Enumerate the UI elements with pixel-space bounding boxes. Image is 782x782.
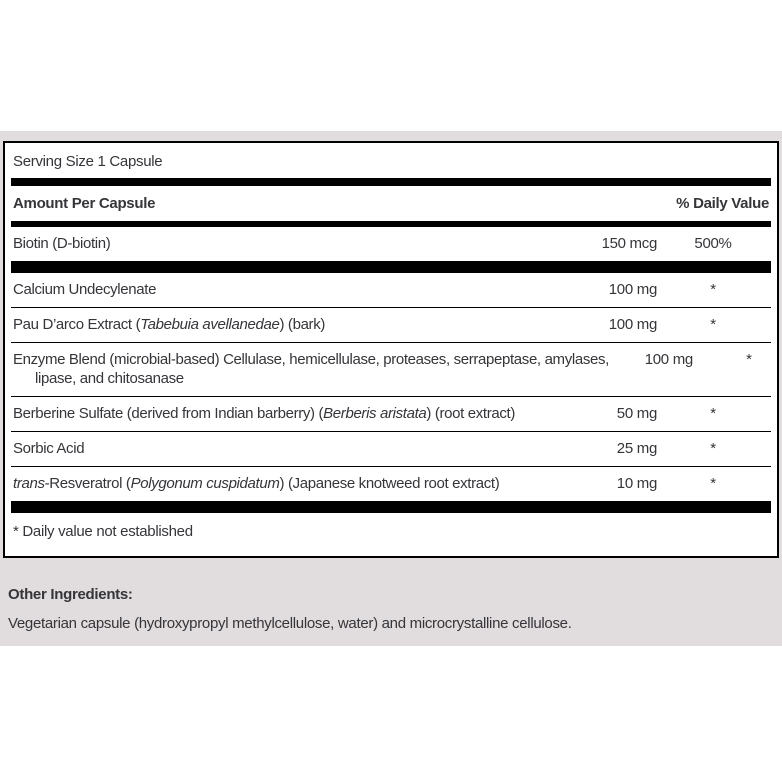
ingredient-name-text: Biotin (D-biotin)	[13, 235, 111, 252]
ingredient-row	[11, 466, 771, 501]
ingredient-amount: 100 mg	[608, 316, 657, 333]
ingredient-name-text: -Resveratrol (	[44, 475, 131, 492]
serving-size-text: Serving Size 1 Capsule	[13, 153, 163, 170]
ingredient-row	[11, 227, 771, 261]
ingredient-name-text: ) (root extract)	[426, 405, 516, 422]
ingredient-name	[13, 439, 579, 458]
secondary-ingredient-rows	[11, 273, 771, 501]
ingredient-row	[11, 431, 771, 466]
ingredient-daily-value: 500%	[694, 235, 732, 252]
ingredient-name	[13, 315, 579, 334]
daily-value-header: % Daily Value	[676, 195, 769, 212]
ingredient-name-text: Enzyme Blend (microbial-based) Cellulase, hemicellulase, proteases, serrapeptase, amylases,	[13, 351, 609, 368]
divider-bar-thick	[11, 178, 771, 186]
ingredient-daily-value: *	[746, 351, 752, 368]
other-ingredients-title: Other Ingredients:	[8, 586, 133, 603]
ingredient-name	[13, 404, 579, 423]
ingredient-amount: 150 mcg	[601, 235, 657, 252]
primary-ingredient-rows	[11, 227, 771, 261]
ingredient-daily-value: *	[710, 405, 716, 422]
ingredient-name-text: Pau D’arco Extract (	[13, 316, 141, 333]
ingredient-name-latin: trans	[13, 475, 45, 492]
ingredient-row	[11, 342, 771, 396]
ingredient-amount: 100 mg	[644, 351, 693, 368]
ingredient-row	[11, 273, 771, 307]
ingredient-daily-value: *	[710, 475, 716, 492]
ingredient-name-text: ) (Japanese knotweed root extract)	[279, 475, 500, 492]
ingredient-amount: 25 mg	[616, 440, 657, 457]
ingredient-name-text: lipase, and chitosanase	[35, 370, 184, 387]
amount-per-capsule-header: Amount Per Capsule	[13, 195, 156, 212]
label-image-section	[0, 131, 782, 646]
supplement-facts-panel	[3, 141, 779, 558]
ingredient-amount: 100 mg	[608, 281, 657, 298]
ingredient-name-latin: Tabebuia avellanedae	[140, 316, 280, 333]
ingredient-name-latin: Berberis aristata	[323, 405, 427, 422]
ingredient-amount: 50 mg	[616, 405, 657, 422]
other-ingredients-text: Vegetarian capsule (hydroxypropyl methylcellulose, water) and microcrystalline cellulose.	[8, 615, 572, 632]
ingredient-name	[13, 280, 579, 299]
divider-bar-extra-thick	[11, 261, 771, 273]
other-ingredients-section	[3, 558, 779, 633]
ingredient-daily-value: *	[710, 281, 716, 298]
divider-bar-extra-thick-bottom	[11, 501, 771, 513]
panel-header-row	[11, 186, 771, 221]
ingredient-name	[13, 350, 615, 388]
ingredient-name	[13, 474, 579, 493]
ingredient-name-text: Calcium Undecylenate	[13, 281, 157, 298]
ingredient-name	[13, 234, 579, 253]
ingredient-row	[11, 396, 771, 431]
ingredient-name-latin: Polygonum cuspidatum	[130, 475, 280, 492]
ingredient-name-text: Sorbic Acid	[13, 440, 85, 457]
daily-value-footnote: * Daily value not established	[13, 523, 193, 540]
ingredient-name-text: Berberine Sulfate (derived from Indian barberry) (	[13, 405, 324, 422]
ingredient-daily-value: *	[710, 316, 716, 333]
top-whitespace	[0, 0, 782, 131]
ingredient-row	[11, 307, 771, 342]
ingredient-name-text: ) (bark)	[279, 316, 326, 333]
ingredient-daily-value: *	[710, 440, 716, 457]
ingredient-amount: 10 mg	[616, 475, 657, 492]
